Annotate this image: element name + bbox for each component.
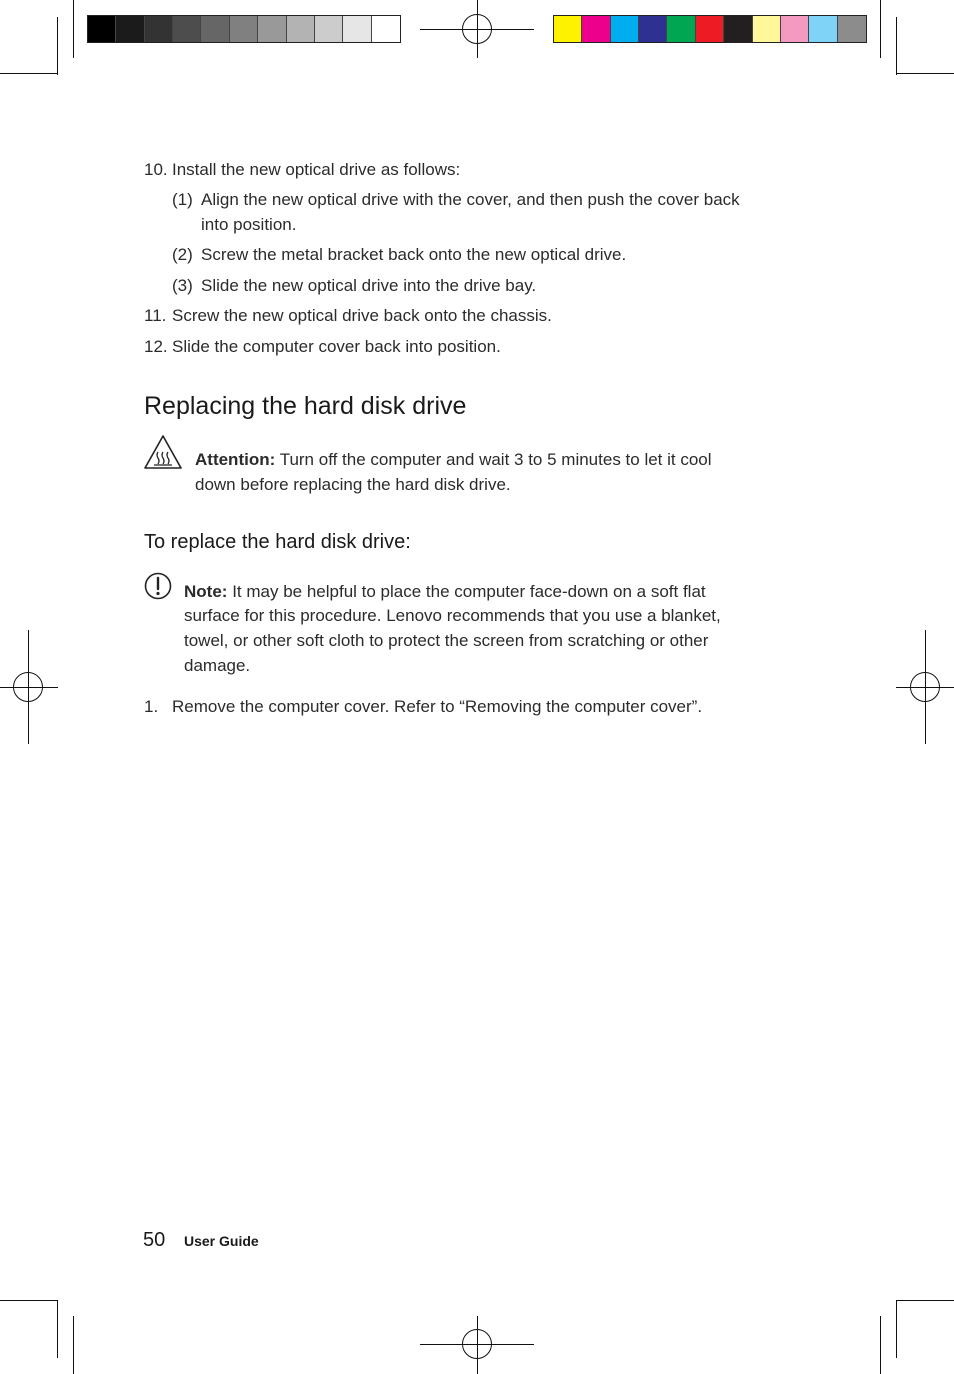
color-swatch: [230, 16, 258, 42]
note-line-1: [184, 579, 706, 604]
color-swatch: [145, 16, 173, 42]
attention-line-1: [195, 447, 712, 472]
attention-line-2: down before replacing the hard disk drive.: [195, 475, 511, 494]
substep-text-continued: into position.: [201, 215, 297, 234]
attention-text: Turn off the computer and wait 3 to 5 minutes to let it cool: [279, 450, 712, 469]
color-swatch: [88, 16, 116, 42]
step-number: 1.: [144, 697, 159, 716]
color-swatch: [611, 16, 639, 42]
color-swatch: [753, 16, 781, 42]
color-swatch: [315, 16, 343, 42]
substep-number: (1): [172, 190, 193, 209]
color-swatch: [201, 16, 229, 42]
color-swatch: [582, 16, 610, 42]
color-swatch: [173, 16, 201, 42]
exclamation-circle-icon: [144, 572, 172, 600]
substep-text: Screw the metal bracket back onto the new optical drive.: [201, 245, 627, 264]
color-swatch: [667, 16, 695, 42]
note-line-2: surface for this procedure. Lenovo recommends that you use a blanket,: [184, 606, 721, 625]
step-number: 11.: [144, 306, 167, 325]
note-line-4: damage.: [184, 656, 251, 675]
color-swatch: [809, 16, 837, 42]
hot-surface-warning-icon: [143, 434, 183, 470]
color-swatch: [372, 16, 400, 42]
substep-text: Slide the new optical drive into the drive bay.: [201, 276, 537, 295]
note-text: It may be helpful to place the computer face-down on a soft flat: [232, 582, 706, 601]
color-swatch: [343, 16, 371, 42]
subsection-title: To replace the hard disk drive:: [144, 531, 411, 553]
substep-number: (2): [172, 245, 193, 264]
substep-number: (3): [172, 276, 193, 295]
color-swatch: [696, 16, 724, 42]
substep-text: Align the new optical drive with the cover, and then push the cover back: [201, 190, 740, 209]
color-swatch: [724, 16, 752, 42]
color-swatch: [287, 16, 315, 42]
color-swatch: [639, 16, 667, 42]
attention-label: Attention:: [195, 450, 276, 469]
note-label: Note:: [184, 582, 228, 601]
color-swatch: [554, 16, 582, 42]
step-number: 12.: [144, 337, 168, 356]
color-swatch: [258, 16, 286, 42]
step-number: 10.: [144, 160, 168, 179]
color-swatch: [116, 16, 144, 42]
color-bar: [553, 15, 867, 43]
page-number: 50: [143, 1229, 166, 1251]
section-title: Replacing the hard disk drive: [144, 392, 467, 420]
footer-label: User Guide: [184, 1233, 259, 1249]
grayscale-bar: [87, 15, 401, 43]
color-swatch: [838, 16, 866, 42]
step-text: Remove the computer cover. Refer to “Removing the computer cover”.: [172, 697, 703, 716]
step-text: Install the new optical drive as follows:: [172, 160, 461, 179]
color-swatch: [781, 16, 809, 42]
note-line-3: towel, or other soft cloth to protect the screen from scratching or other: [184, 631, 709, 650]
step-text: Screw the new optical drive back onto the chassis.: [172, 306, 552, 325]
step-text: Slide the computer cover back into position.: [172, 337, 501, 356]
